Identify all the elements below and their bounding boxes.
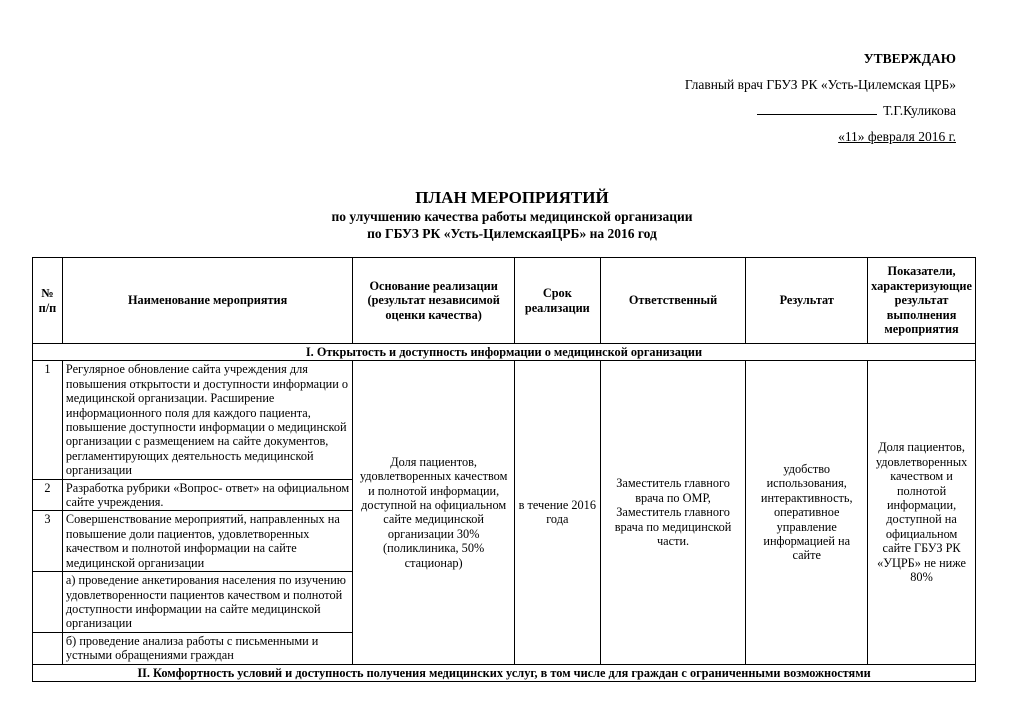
row-number (33, 572, 63, 633)
approval-block (685, 46, 956, 150)
section-row (33, 344, 976, 361)
row-number: 3 (33, 511, 63, 572)
section-row (33, 664, 976, 681)
header-row (33, 258, 976, 344)
table-row (33, 361, 976, 479)
document-title (0, 188, 1024, 242)
approval-position: Главный врач ГБУЗ РК «Усть-Цилемская ЦРБ» (684, 77, 956, 92)
row-activity: Регулярное обновление сайта учреждения для повышения открытости и доступности информации о медицинской организации. Расширение информационного поля для каждого пациента, повышение доступности информации о медицинской организации с размещением на сайте документов, регламентирующих деятельность медицинской организации (62, 361, 353, 479)
responsible-cell: Заместитель главного врача по ОМР, Заместитель главного врача по медицинской части. (600, 361, 746, 664)
title-main: ПЛАН МЕРОПРИЯТИЙ (415, 188, 609, 207)
title-line-3: по ГБУЗ РК «Усть-ЦилемскаяЦРБ» на 2016 год (367, 226, 657, 241)
header-num: № п/п (33, 258, 63, 344)
section-1-title: I. Открытость и доступность информации о медицинской организации (33, 344, 976, 361)
header-result: Результат (746, 258, 868, 344)
row-activity: а) проведение анкетирования населения по изучению удовлетворенности пациентов качеством и полнотой доступности информации на сайте медицинской организации (62, 572, 353, 633)
plan-table (32, 257, 976, 682)
approval-date: «11» февраля 2016 г. (838, 129, 956, 144)
row-number (33, 632, 63, 664)
row-number: 1 (33, 361, 63, 479)
row-activity: Совершенствование мероприятий, направленных на повышение доли пациентов, удовлетворенных качеством и полнотой информации на сайте медицинской организации (62, 511, 353, 572)
title-line-2: по улучшению качества работы медицинской организации (331, 209, 693, 224)
row-number: 2 (33, 479, 63, 511)
header-responsible: Ответственный (600, 258, 746, 344)
result-cell: удобство использования, интерактивность, оперативное управление информацией на сайте (746, 361, 868, 664)
header-indicators: Показатели, характеризующие результат выполнения мероприятия (868, 258, 976, 344)
header-term: Срок реализации (514, 258, 600, 344)
basis-cell: Доля пациентов, удовлетворенных качеством и полнотой информации, доступной на официальном сайте медицинской организации 30% (поликлиника, 50% стационар) (353, 361, 514, 664)
signature-blank (757, 100, 877, 115)
section-2-title: II. Комфортность условий и доступность получения медицинских услуг, в том числе для граждан с ограниченными возможностями (33, 664, 976, 681)
indicators-cell: Доля пациентов, удовлетворенных качеством и полнотой информации, доступной на официальном сайте ГБУЗ РК «УЦРБ» не ниже 80% (868, 361, 976, 664)
row-activity: б) проведение анализа работы с письменными и устными обращениями граждан (62, 632, 353, 664)
row-activity: Разработка рубрики «Вопрос- ответ» на официальном сайте учреждения. (62, 479, 353, 511)
approval-heading: УТВЕРЖДАЮ (863, 51, 956, 66)
approval-signatory: Т.Г.Куликова (883, 103, 956, 118)
signature-line (685, 98, 956, 124)
header-basis: Основание реализации (результат независимой оценки качества) (353, 258, 514, 344)
term-cell: в течение 2016 года (514, 361, 600, 664)
header-name: Наименование мероприятия (62, 258, 353, 344)
